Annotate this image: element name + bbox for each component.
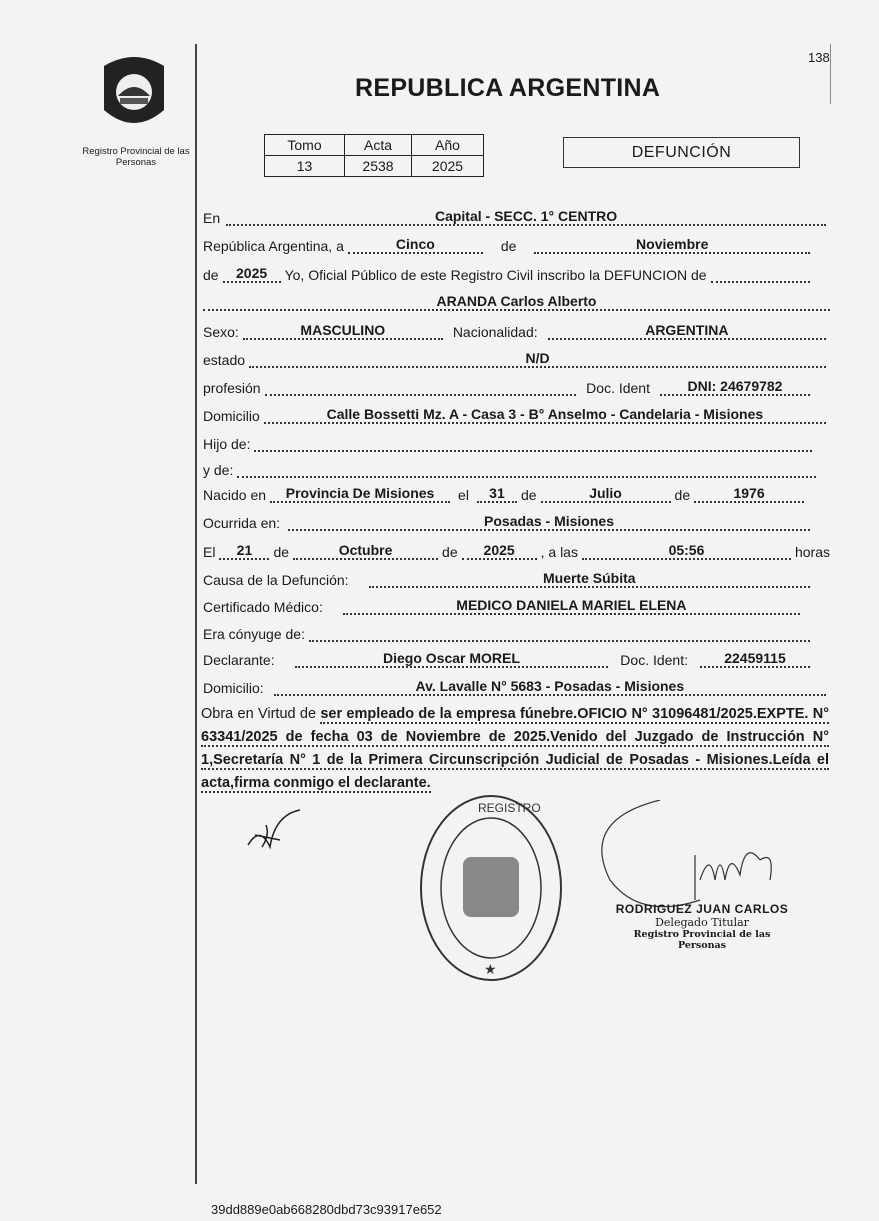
svg-text:★: ★ [484, 961, 497, 977]
label-republica: República Argentina, a [203, 238, 344, 254]
label-nacido-en: Nacido en [203, 487, 267, 503]
label-de2: de [203, 267, 219, 283]
label-sexo: Sexo: [203, 324, 239, 340]
record-table [264, 134, 484, 177]
margin-line-right [830, 44, 831, 104]
tomo-value: 13 [265, 156, 345, 177]
field-nac-dia: 31 [477, 485, 517, 503]
field-declarante: Diego Oscar MOREL [295, 650, 609, 668]
field-lugar: Capital - SECC. 1° CENTRO [226, 208, 826, 226]
label-profesion: profesión [203, 380, 261, 396]
field-nacionalidad: ARGENTINA [548, 322, 826, 340]
field-nac-anio: 1976 [694, 485, 804, 503]
acta-value: 2538 [345, 156, 412, 177]
label-de-b: de [674, 487, 691, 503]
field-def-dia: 21 [219, 542, 269, 560]
label-doc-ident2: Doc. Ident: [620, 652, 688, 668]
field-nacido-en: Provincia De Misiones [270, 485, 450, 503]
header-anio: Año [412, 135, 484, 156]
label-de-c: de [273, 544, 290, 560]
label-en: En [203, 210, 221, 226]
label-y-de: y de: [203, 462, 234, 478]
label-de-a: de [520, 487, 537, 503]
field-causa: Muerte Súbita [369, 570, 810, 588]
field-blank [711, 265, 810, 283]
label-a-las: , a las [540, 544, 578, 560]
initials-mark [240, 805, 310, 855]
label-doc-ident: Doc. Ident [586, 380, 650, 396]
issuer-name: Registro Provincial de las Personas [82, 146, 190, 168]
label-oficial: Yo, Oficial Público de este Registro Civil inscribo la DEFUNCION de [284, 267, 707, 283]
field-ocurrida-en: Posadas - Misiones [288, 513, 810, 531]
registry-stamp [418, 792, 564, 984]
field-def-anio: 2025 [462, 542, 537, 560]
field-doc-ident: DNI: 24679782 [660, 378, 810, 396]
field-dia: Cinco [348, 236, 483, 254]
page-number: 138 [808, 50, 830, 65]
field-anio: 2025 [223, 265, 281, 283]
document-hash: 39dd889e0ab668280dbd73c93917e652 [211, 1202, 442, 1217]
obra-paragraph [201, 703, 829, 795]
field-sexo: MASCULINO [243, 322, 443, 340]
field-declarante-domicilio: Av. Lavalle N° 5683 - Posadas - Misiones [274, 678, 826, 696]
field-nac-mes: Julio [541, 485, 671, 503]
field-nombre: ARANDA Carlos Alberto [203, 293, 830, 311]
anio-value: 2025 [412, 156, 484, 177]
label-horas: horas [794, 544, 830, 560]
province-seal-logo [98, 52, 170, 134]
field-certificado: MEDICO DANIELA MARIEL ELENA [343, 597, 800, 615]
field-estado: N/D [249, 350, 826, 368]
label-certificado: Certificado Médico: [203, 599, 323, 615]
page-title: REPUBLICA ARGENTINA [355, 74, 661, 102]
field-def-hora: 05:56 [582, 542, 791, 560]
header-tomo: Tomo [265, 135, 345, 156]
field-domicilio: Calle Bossetti Mz. A - Casa 3 - B° Anselmo - Candelaria - Misiones [264, 406, 826, 424]
label-el: el [458, 487, 469, 503]
label-estado: estado [203, 352, 246, 368]
label-declarante: Declarante: [203, 652, 275, 668]
label-de: de [500, 238, 517, 254]
field-mes: Noviembre [534, 236, 810, 254]
label-de-d: de [442, 544, 458, 560]
field-profesion [265, 378, 577, 396]
field-hijo-de [254, 434, 812, 452]
signer-block [612, 902, 792, 951]
field-declarante-doc: 22459115 [700, 650, 810, 668]
field-y-de [237, 460, 816, 478]
signature [600, 800, 800, 910]
field-conyuge [309, 624, 810, 642]
label-hijo-de: Hijo de: [203, 436, 251, 452]
label-obra: Obra en Virtud de [201, 706, 317, 722]
header-acta: Acta [345, 135, 412, 156]
obra-text: ser empleado de la empresa fúnebre.OFICIO N° 31096481/2025.EXPTE. N° 63341/2025 de fecha 03 de Noviembre de 2025.Venido del Juzgado de Instrucción N° 1,Secretaría N° 1 de la Primera Circunscripción Judicial de Posadas - Misiones.Leída el acta,firma conmigo el declarante. [201, 706, 829, 791]
label-nacionalidad: Nacionalidad: [452, 324, 538, 340]
record-type: DEFUNCIÓN [563, 137, 800, 168]
signer-org: Registro Provincial de las Personas [633, 929, 771, 951]
label-conyuge: Era cónyuge de: [203, 626, 305, 642]
field-def-mes: Octubre [293, 542, 438, 560]
label-causa: Causa de la Defunción: [203, 572, 349, 588]
svg-text:REGISTRO: REGISTRO [478, 801, 541, 815]
signer-name: RODRIGUEZ JUAN CARLOS [615, 902, 789, 916]
signer-title: Delegado Titular [655, 916, 749, 929]
label-domicilio: Domicilio [203, 408, 260, 424]
label-El: El [203, 544, 216, 560]
margin-line [195, 44, 197, 1184]
label-ocurrida-en: Ocurrida en: [203, 515, 281, 531]
label-domicilio2: Domicilio: [203, 680, 264, 696]
